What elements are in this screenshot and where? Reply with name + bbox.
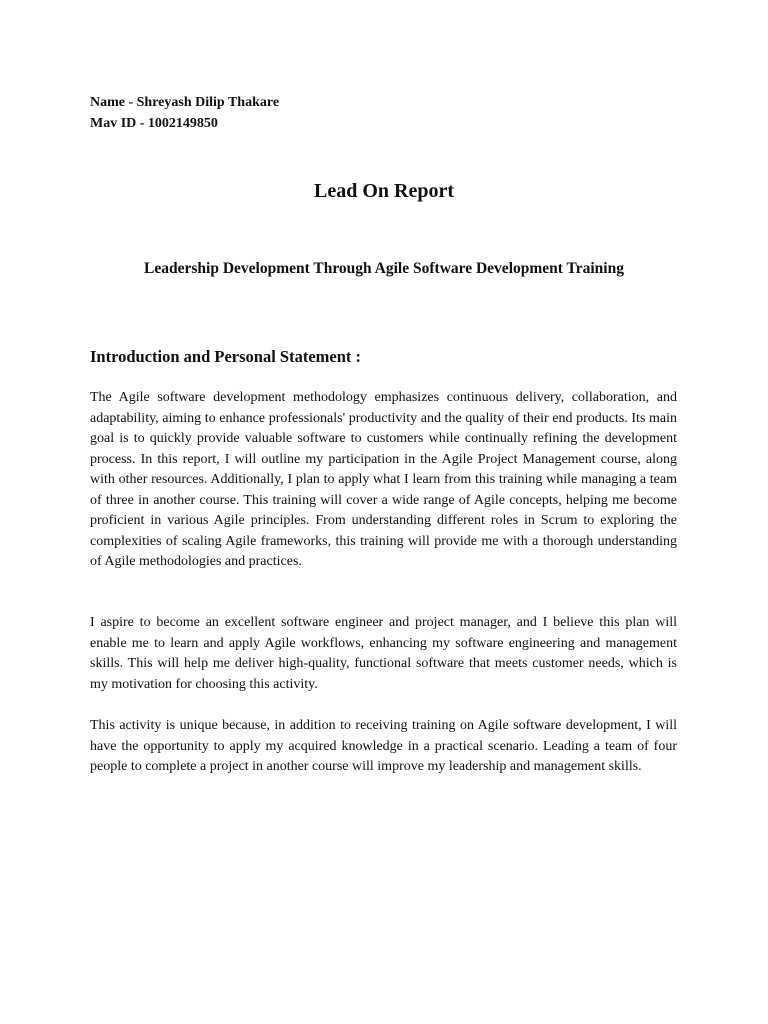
section-heading: Introduction and Personal Statement :	[90, 347, 362, 366]
paragraph-uniqueness: This activity is unique because, in addition to receiving training on Agile software development, I will have the opportunity to apply my acquired knowledge in a practical scenario. Leading a team of four people to complete a project in another course will improve my leadership and management skills.	[90, 718, 677, 774]
report-subtitle: Leadership Development Through Agile Software Development Training	[144, 260, 624, 277]
paragraph-aspiration: I aspire to become an excellent software engineer and project manager, and I believe this plan will enable me to learn and apply Agile workflows, enhancing my software engineering and management skills. This will help me deliver high-quality, functional software that meets customer needs, which is my motivation for choosing this activity.	[90, 615, 677, 692]
student-info	[90, 92, 279, 134]
report-title: Lead On Report	[314, 180, 454, 202]
student-name: Name - Shreyash Dilip Thakare	[90, 95, 280, 110]
paragraph-intro: The Agile software development methodology emphasizes continuous delivery, collaboration, and adaptability, aiming to enhance professionals' productivity and the quality of their end products. Its main goal is to quickly provide valuable software to customers while continually refining the development process. In this report, I will outline my participation in the Agile Project Management course, along with other resources. Additionally, I plan to apply what I learn from this training while managing a team of three in another course. This training will cover a wide range of Agile concepts, helping me become proficient in various Agile principles. From understanding different roles in Scrum to exploring the complexities of scaling Agile frameworks, this training will provide me with a thorough understanding of Agile methodologies and practices.	[90, 390, 677, 569]
student-id: Mav ID - 1002149850	[90, 116, 218, 131]
